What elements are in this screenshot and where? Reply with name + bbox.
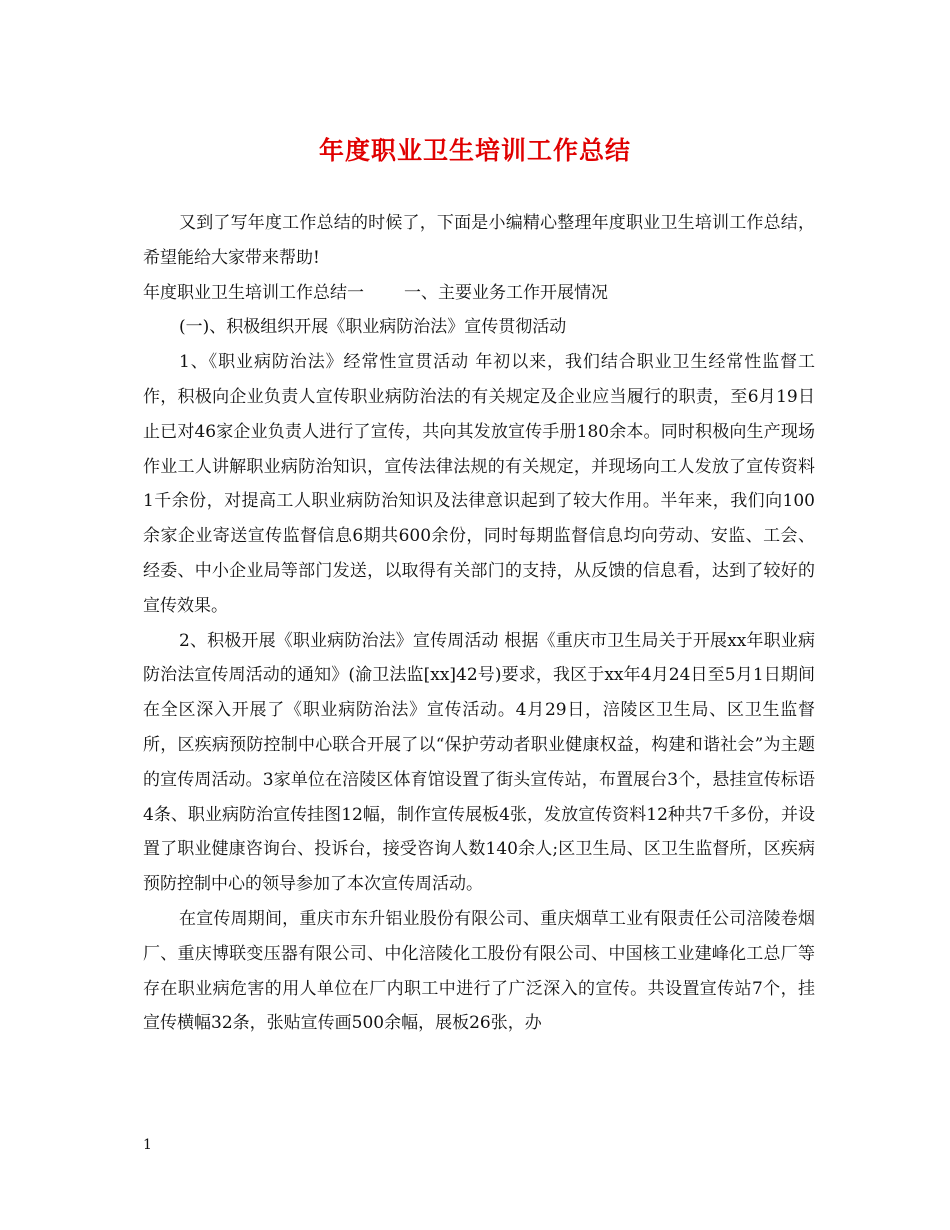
intro-paragraph: 又到了写年度工作总结的时候了，下面是小编精心整理年度职业卫生培训工作总结，希望能给大家带来帮助! bbox=[143, 213, 815, 268]
paragraph-2: 2、积极开展《职业病防治法》宣传周活动 根据《重庆市卫生局关于开展xx年职业病防治法宣传周活动的通知》(渝卫法监[xx]42号)要求，我区于xx年4月24日至5月1日期间在全区深入开展了《职业病防治法》宣传活动。4月29日，涪陵区卫生局、区卫生监督所，区疾病预防控制中心联合开展了以“保护劳动者职业健康权益，构建和谐社会”为主题的宣传周活动。3家单位在涪陵区体育馆设置了街头宣传站，布置展台3个，悬挂宣传标语4条、职业病防治宣传挂图12幅，制作宣传展板4张，发放宣传资料12种共7千多份，并设置了职业健康咨询台、投诉台，接受咨询人数140余人;区卫生局、区卫生监督所，区疾病预防控制中心的领导参加了本次宣传周活动。 bbox=[143, 630, 815, 895]
document-title: 年度职业卫生培训工作总结 bbox=[318, 136, 631, 165]
subheading: (一)、积极组织开展《职业病防治法》宣传贯彻活动 bbox=[179, 317, 567, 338]
section-heading: 一、主要业务工作开展情况 bbox=[404, 282, 608, 303]
paragraph-1: 1、《职业病防治法》经常性宣贯活动 年初以来，我们结合职业卫生经常性监督工作，积极向企业负责人宣传职业病防治法的有关规定及企业应当履行的职责，至6月19日止已对46家企业负责人进行了宣传，共向其发放宣传手册180余本。同时积极向生产现场作业工人讲解职业病防治知识，宣传法律法规的有关规定，并现场向工人发放了宣传资料1千余份，对提高工人职业病防治知识及法律意识起到了较大作用。半年来，我们向100余家企业寄送宣传监督信息6期共600余份，同时每期监督信息均向劳动、安监、工会、经委、中小企业局等部门发送，以取得有关部门的支持，从反馈的信息看，达到了较好的宣传效果。 bbox=[143, 352, 815, 616]
document-body bbox=[143, 206, 815, 1041]
paragraph-3: 在宣传周期间，重庆市东升铝业股份有限公司、重庆烟草工业有限责任公司涪陵卷烟厂、重庆博联变压器有限公司、中化涪陵化工股份有限公司、中国核工业建峰化工总厂等存在职业病危害的用人单位在厂内职工中进行了广泛深入的宣传。共设置宣传站7个，挂宣传横幅32条，张贴宣传画500余幅，展板26张，办 bbox=[143, 908, 815, 1034]
page-number: 1 bbox=[143, 1137, 152, 1153]
summary-part-label: 年度职业卫生培训工作总结一 bbox=[143, 282, 364, 303]
section-heading-line bbox=[143, 276, 815, 311]
